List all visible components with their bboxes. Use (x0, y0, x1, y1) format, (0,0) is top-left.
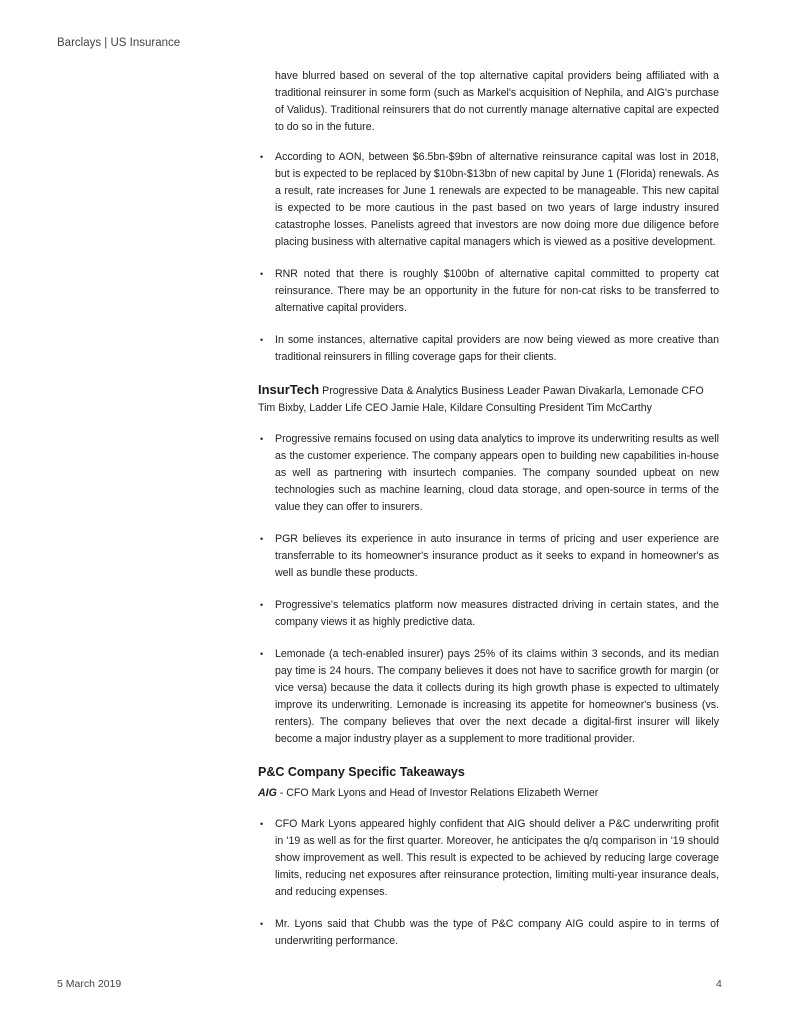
bullet-dot: • (260, 919, 264, 929)
bullet-dot: • (260, 819, 264, 829)
bullet-dot: • (260, 269, 264, 279)
insurtech-panel: Progressive Data & Analytics Business Leader Pawan Divakarla, Lemonade CFO Tim Bixby, Ladder Life CEO Jamie Hale, Kildare Consulting President Tim McCarthy (258, 385, 704, 414)
aig-separator: - (276, 787, 287, 799)
aig-company-name: AIG (258, 787, 277, 799)
bullet-dot: • (260, 600, 264, 610)
bullet-text: RNR noted that there is roughly $100bn of alternative capital committed to property cat reinsurance. There may be an opportunity in the future for non-cat risks to be transferred to alternative capital providers. (275, 268, 719, 314)
bullet-rnr (258, 266, 719, 317)
bullet-text: In some instances, alternative capital providers are now being viewed as more creative than traditional reinsurers in filling coverage gaps for their clients. (275, 334, 719, 363)
footer-page-number: 4 (716, 978, 722, 990)
pc-section-title: P&C Company Specific Takeaways (258, 765, 465, 779)
bullet-dot: • (260, 649, 264, 659)
bullet-dot: • (260, 152, 264, 162)
bullet-pgr-homeowners (258, 531, 719, 582)
bullet-text: PGR believes its experience in auto insurance in terms of pricing and user experience are transferrable to its homeowner's insurance product as it seeks to expand in homeowner's as well as bundle these products. (275, 533, 719, 579)
footer-date: 5 March 2019 (57, 978, 122, 990)
bullet-dot: • (260, 335, 264, 345)
bullet-dot: • (260, 534, 264, 544)
aig-panel-line (258, 785, 719, 802)
aig-panel: CFO Mark Lyons and Head of Investor Relations Elizabeth Werner (286, 787, 599, 799)
bullet-text: Progressive's telematics platform now measures distracted driving in certain states, and the company views it as highly predictive data. (275, 599, 719, 628)
insurtech-heading (258, 381, 719, 417)
bullet-telematics (258, 597, 719, 631)
bullet-dot: • (260, 434, 264, 444)
bullet-aon (258, 149, 719, 251)
bullet-text: Lemonade (a tech-enabled insurer) pays 25% of its claims within 3 seconds, and its median pay time is 24 hours. The company believes it does not have to sacrifice growth for margin (or vice versa) because the data it collects during its high growth phase is expected to ultimately improve its underwriting. Lemonade is increasing its appetite for homeowner's business (vs. renters). The company believes that over the next decade a digital-first insurer will likely become a major industry player as a supplement to more traditional provider. (275, 648, 719, 745)
bullet-creative (258, 332, 719, 366)
main-content (258, 68, 719, 965)
intro-continuation: have blurred based on several of the top alternative capital providers being affiliated with a traditional reinsurer in some form (such as Markel's acquisition of Nephila, and AIG's purchase of Validus). Traditional reinsurers that do not currently manage alternative capital are expected to do so in the future. (275, 70, 719, 133)
bullet-text: Progressive remains focused on using data analytics to improve its underwriting results as well as the customer experience. The company appears open to building new capabilities in-house as well as partnering with insurtech companies. The company sounded upbeat on new technologies such as machine learning, cloud data storage, and open-source in terms of the value they can offer to insurers. (275, 433, 719, 513)
bullet-text: CFO Mark Lyons appeared highly confident that AIG should deliver a P&C underwriting profit in '19 as well as for the first quarter. Moreover, he anticipates the q/q comparison in '19 should show improvement as well. This result is expected to be achieved by reducing large coverage limits, reducing net exposures after reinsurance protection, limiting multi-year insurance deals, and reducing expenses. (275, 818, 719, 898)
insurtech-title: InsurTech (258, 382, 320, 397)
bullet-aig-profit (258, 816, 719, 901)
bullet-progressive-analytics (258, 431, 719, 516)
bullet-text: According to AON, between $6.5bn-$9bn of alternative reinsurance capital was lost in 2018, but is expected to be replaced by $10bn-$13bn of new capital by June 1 (Florida) renewals. As a result, rate increases for June 1 renewals are expected to be manageable. This new capital is expected to be more cautious in the past based on two years of large industry insured catastrophe losses. Panelists agreed that investors are now doing more due diligence before placing business with alternative capital managers which is viewed as a positive development. (275, 151, 719, 248)
page-header: Barclays | US Insurance (57, 37, 181, 49)
bullet-text: Mr. Lyons said that Chubb was the type of P&C company AIG could aspire to in terms of underwriting performance. (275, 918, 719, 947)
bullet-lemonade (258, 646, 719, 748)
bullet-aig-chubb (258, 916, 719, 950)
